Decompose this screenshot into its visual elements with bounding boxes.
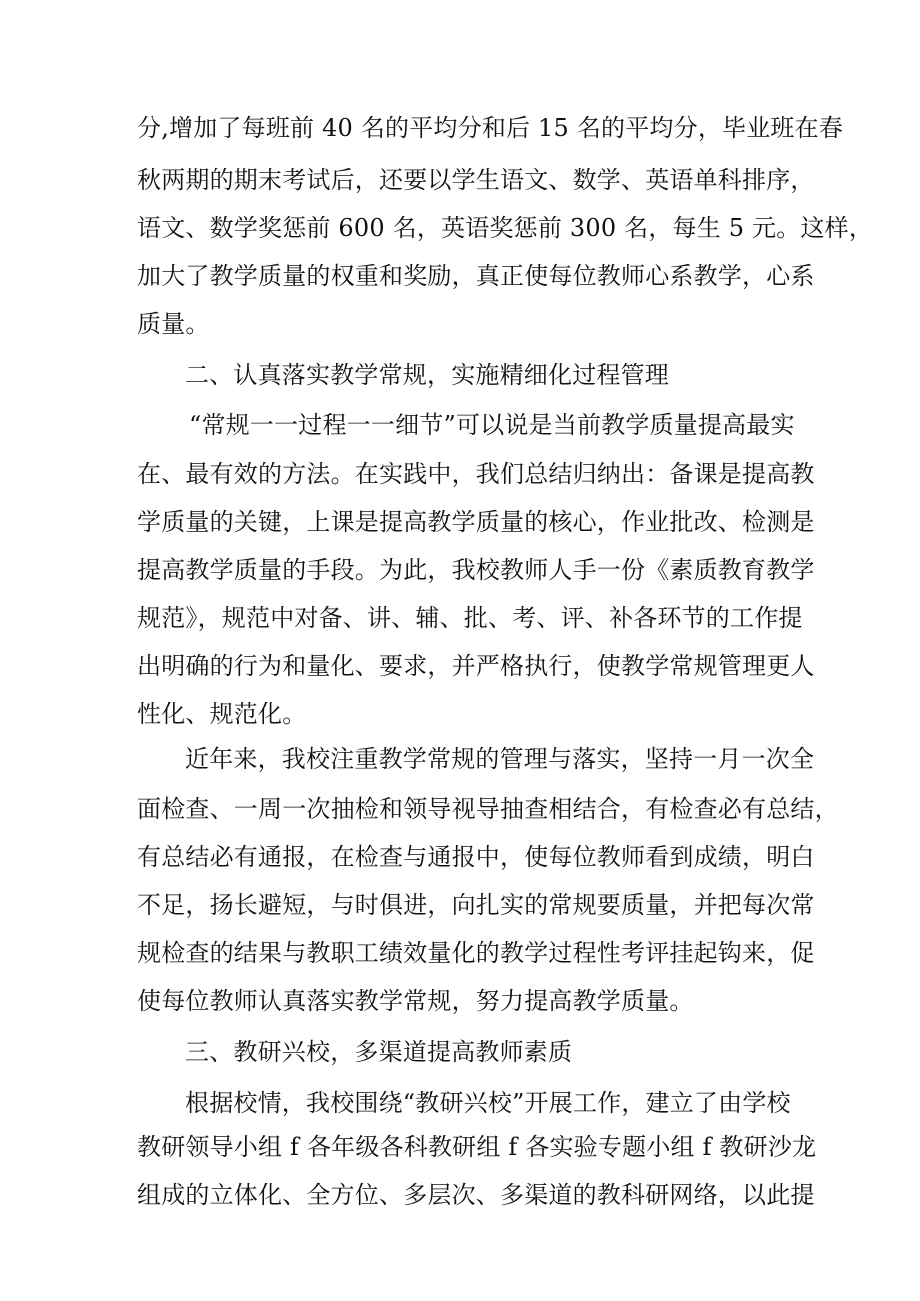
paragraph-line: 规检查的结果与教职工绩效量化的教学过程性考评挂起钩来，促	[137, 939, 815, 967]
paragraph-line: 质量。	[137, 310, 210, 338]
paragraph-line: 不足，扬长避短，与时俱进，向扎实的常规要质量，并把每次常	[137, 891, 815, 919]
paragraph-line: 出明确的行为和量化、要求，并严格执行，使教学常规管理更人	[137, 652, 815, 680]
paragraph-line: 学质量的关键，上课是提高教学质量的核心，作业批改、检测是	[137, 508, 815, 536]
section-heading: 三、教研兴校，多渠道提高教师素质	[185, 1038, 573, 1066]
paragraph-line: 近年来，我校注重教学常规的管理与落实，坚持一月一次全	[185, 745, 815, 773]
paragraph-line: 在、最有效的方法。在实践中，我们总结归纳出：备课是提高教	[137, 460, 815, 488]
paragraph-line: 语文、数学奖惩前 600 名，英语奖惩前 300 名，每生 5 元。这样，	[137, 214, 874, 242]
paragraph-line: 组成的立体化、全方位、多层次、多渠道的教科研网络，以此提	[137, 1181, 815, 1209]
paragraph-line: 使每位教师认真落实教学常规，努力提高教学质量。	[137, 987, 694, 1015]
paragraph-line: 加大了教学质量的权重和奖励，真正使每位教师心系教学，心系	[137, 262, 815, 290]
paragraph-line: “常规一一过程一一细节”可以说是当前教学质量提高最实	[189, 411, 795, 439]
paragraph-line: 秋两期的期末考试后，还要以学生语文、数学、英语单科排序，	[137, 166, 815, 194]
paragraph-line: 提高教学质量的手段。为此，我校教师人手一份《素质教育教学	[137, 556, 815, 584]
paragraph-line: 规范》，规范中对备、讲、辅、批、考、评、补各环节的工作提	[137, 604, 803, 632]
section-heading: 二、认真落实教学常规，实施精细化过程管理	[185, 361, 669, 389]
paragraph-line: 有总结必有通报，在检查与通报中，使每位教师看到成绩，明白	[137, 843, 815, 871]
paragraph-line: 分,增加了每班前 40 名的平均分和后 15 名的平均分，毕业班在春	[137, 114, 844, 142]
paragraph-line: 面检查、一周一次抽检和领导视导抽查相结合，有检查必有总结，	[137, 795, 839, 823]
paragraph-line: 教研领导小组 f 各年级各科教研组 f 各实验专题小组 f 教研沙龙	[137, 1133, 817, 1161]
paragraph-line: 性化、规范化。	[137, 700, 307, 728]
paragraph-line: 根据校情，我校围绕“教研兴校”开展工作，建立了由学校	[185, 1089, 791, 1117]
